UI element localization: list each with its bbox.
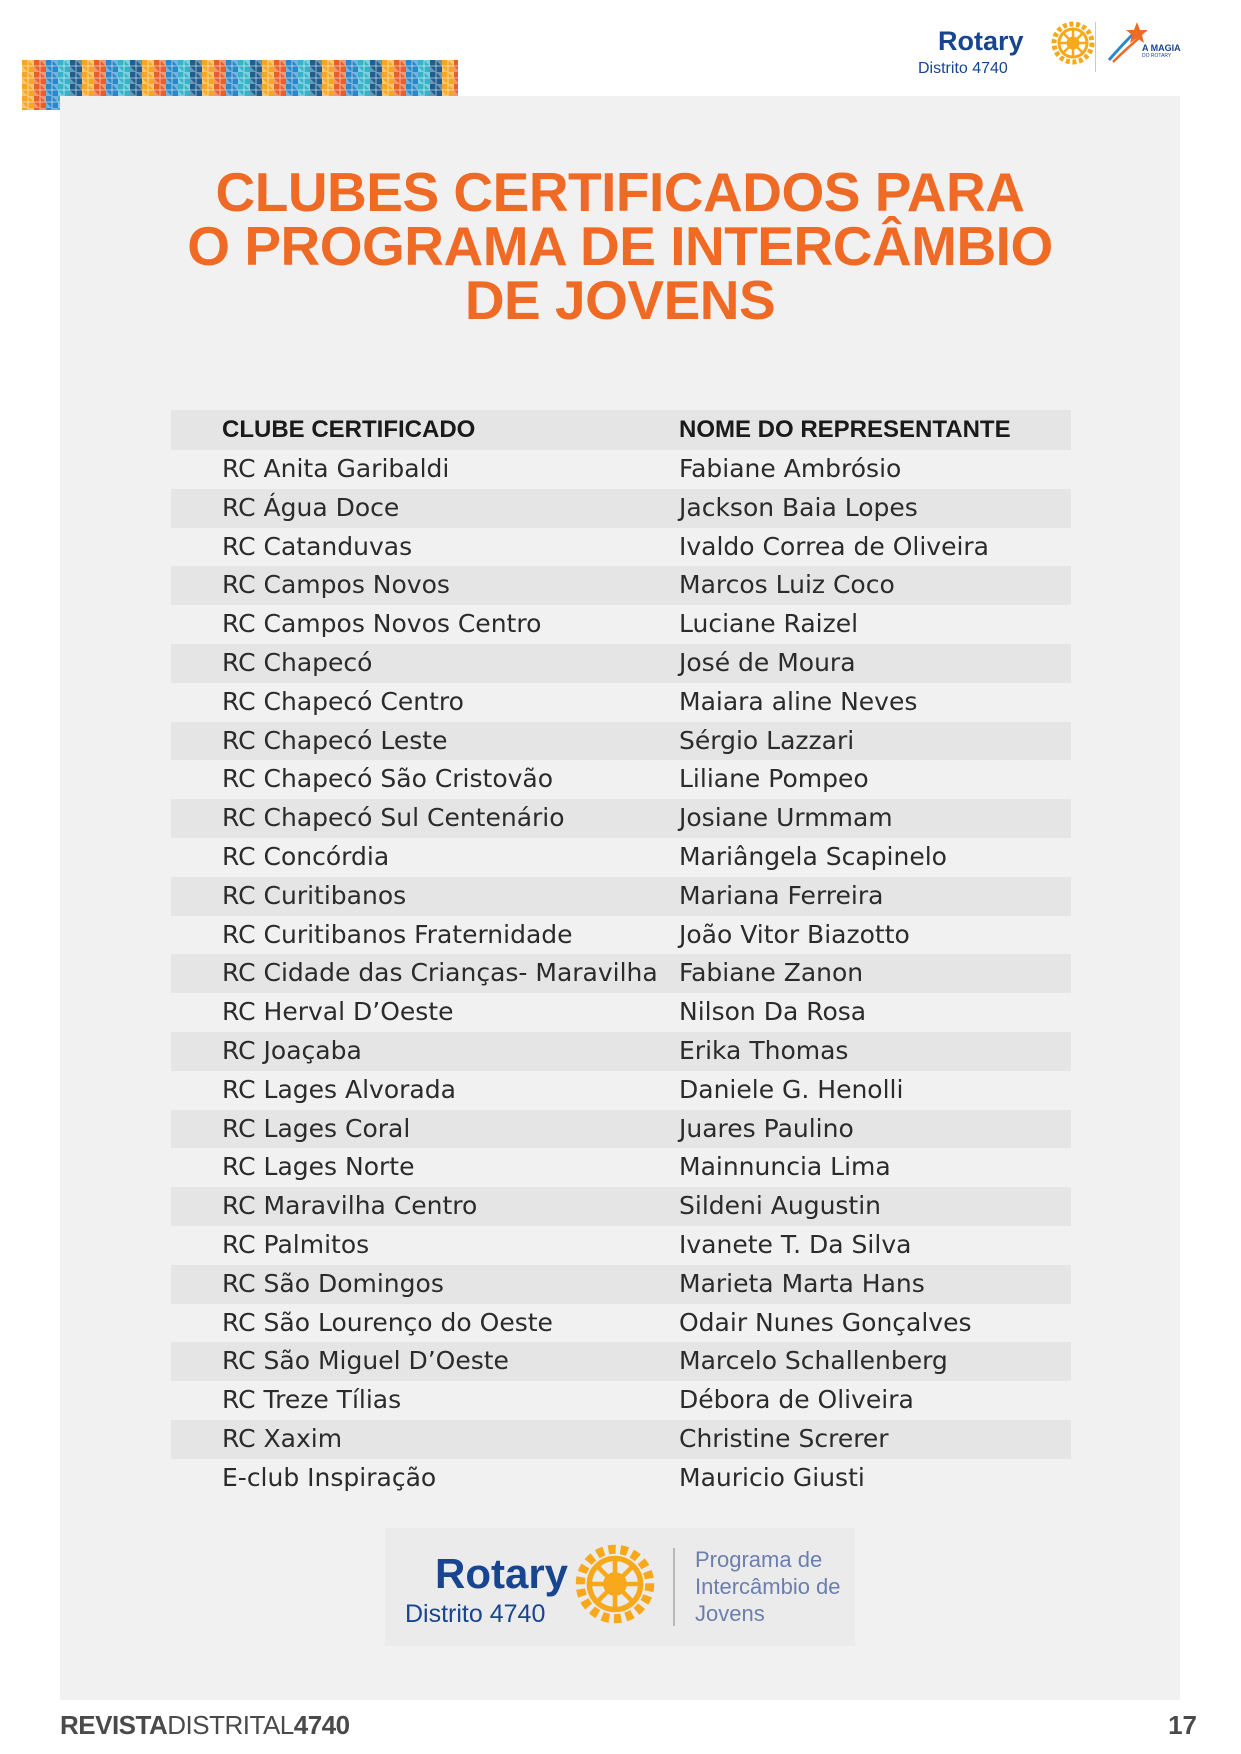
- table-row: [171, 838, 1071, 877]
- club-name: RC Lages Alvorada: [222, 1074, 456, 1104]
- representative-name: Marcelo Schallenberg: [679, 1346, 948, 1376]
- club-name: RC Chapecó Centro: [222, 686, 464, 716]
- page-number: 17: [1168, 1710, 1197, 1740]
- club-name: RC Anita Garibaldi: [222, 454, 450, 483]
- club-name: RC Campos Novos: [222, 570, 450, 600]
- table-row: [171, 799, 1071, 838]
- representative-name: Daniele G. Henolli: [679, 1074, 904, 1104]
- magia-subtext: DO ROTARY: [1142, 53, 1172, 59]
- representative-name: Sérgio Lazzari: [679, 725, 855, 755]
- star-swoosh-icon: [1107, 20, 1147, 66]
- representative-name: Débora de Oliveira: [679, 1385, 914, 1415]
- column-header-club: CLUBE CERTIFICADO: [222, 416, 476, 443]
- title-line-3: DE JOVENS: [464, 269, 776, 331]
- representative-name: Maiara aline Neves: [679, 686, 918, 716]
- program-name: [695, 1546, 841, 1627]
- club-name: RC Chapecó São Cristovão: [222, 764, 554, 794]
- rotary-wheel-icon: [1050, 20, 1096, 66]
- title-line-2: O PROGRAMA DE INTERCÂMBIO: [187, 215, 1053, 277]
- representative-name: Marcos Luiz Coco: [679, 570, 895, 600]
- club-name: RC Treze Tílias: [222, 1385, 402, 1415]
- table-row: [171, 1459, 1071, 1498]
- representative-name: Mauricio Giusti: [679, 1462, 865, 1492]
- representative-name: Fabiane Zanon: [679, 958, 864, 988]
- table-row: [171, 450, 1071, 489]
- footer-revista: REVISTA: [60, 1710, 168, 1740]
- club-name: RC São Domingos: [222, 1268, 444, 1298]
- club-name: RC Chapecó Leste: [222, 725, 448, 755]
- table-row: [171, 1304, 1071, 1343]
- table-row: [171, 1265, 1071, 1304]
- table-row: [171, 528, 1071, 567]
- representative-name: João Vitor Biazotto: [679, 919, 910, 949]
- table-row: [171, 1342, 1071, 1381]
- representative-name: Christine Screrer: [679, 1423, 889, 1453]
- table-row: [171, 1226, 1071, 1265]
- club-name: E-club Inspiração: [222, 1462, 437, 1492]
- table-header-row: [171, 410, 1071, 450]
- youth-exchange-program-logo: [385, 1528, 855, 1646]
- table-row: [171, 605, 1071, 644]
- logo-distrito-text: Distrito 4740: [918, 60, 1008, 77]
- table-row: [171, 644, 1071, 683]
- bottom-logo-separator: [673, 1548, 675, 1626]
- representative-name: Odair Nunes Gonçalves: [679, 1307, 972, 1337]
- page-title: [60, 161, 1180, 331]
- footer-number: 4740: [293, 1710, 350, 1740]
- representative-name: Fabiane Ambrósio: [679, 454, 902, 483]
- representative-name: Juares Paulino: [679, 1113, 854, 1143]
- representative-name: Ivaldo Correa de Oliveira: [679, 531, 989, 561]
- club-name: RC Curitibanos Fraternidade: [222, 919, 573, 949]
- club-name: RC Joaçaba: [222, 1035, 362, 1065]
- club-name: RC Catanduvas: [222, 531, 413, 561]
- club-name: RC Herval D’Oeste: [222, 997, 454, 1027]
- table-row: [171, 1420, 1071, 1459]
- table-row: [171, 566, 1071, 605]
- representative-name: Ivanete T. Da Silva: [679, 1229, 912, 1259]
- representative-name: Josiane Urmmam: [679, 803, 893, 833]
- club-name: RC Curitibanos: [222, 880, 407, 910]
- club-name: RC Chapecó Sul Centenário: [222, 803, 565, 833]
- table-row: [171, 1381, 1071, 1420]
- table-row: [171, 1110, 1071, 1149]
- table-row: [171, 1148, 1071, 1187]
- footer-magazine-name: [60, 1710, 350, 1741]
- representative-name: Nilson Da Rosa: [679, 997, 867, 1027]
- club-name: RC São Miguel D’Oeste: [222, 1346, 509, 1376]
- club-name: RC Concórdia: [222, 841, 390, 871]
- rotary-district-logo-header: [910, 20, 1190, 80]
- table-row: [171, 1032, 1071, 1071]
- club-name: RC Campos Novos Centro: [222, 609, 542, 639]
- logo-rotary-text: Rotary: [938, 26, 1024, 56]
- club-name: RC Chapecó: [222, 647, 373, 677]
- table-row: [171, 760, 1071, 799]
- club-name: RC Água Doce: [222, 492, 400, 522]
- table-row: [171, 1071, 1071, 1110]
- bottom-logo-rotary-text: Rotary: [435, 1550, 569, 1597]
- representative-name: Luciane Raizel: [679, 609, 859, 639]
- representative-name: Liliane Pompeo: [679, 764, 869, 794]
- table-row: [171, 722, 1071, 761]
- footer-distrital: DISTRITAL: [167, 1710, 294, 1740]
- certified-clubs-table: [171, 410, 1071, 1498]
- club-name: RC São Lourenço do Oeste: [222, 1307, 553, 1337]
- representative-name: José de Moura: [679, 647, 856, 677]
- program-line-1: Programa de: [695, 1547, 823, 1572]
- table-row: [171, 683, 1071, 722]
- representative-name: Jackson Baia Lopes: [679, 492, 918, 522]
- magia-text: A MAGIA: [1142, 43, 1181, 53]
- rotary-wheel-icon: [573, 1542, 657, 1626]
- representative-name: Sildeni Augustin: [679, 1191, 882, 1221]
- club-name: RC Maravilha Centro: [222, 1191, 478, 1221]
- table-row: [171, 1187, 1071, 1226]
- representative-name: Marieta Marta Hans: [679, 1268, 925, 1298]
- logo-separator: [1095, 22, 1096, 72]
- table-row: [171, 916, 1071, 955]
- column-header-representative: NOME DO REPRESENTANTE: [679, 416, 1011, 443]
- representative-name: Mariana Ferreira: [679, 880, 884, 910]
- club-name: RC Cidade das Crianças- Maravilha: [222, 958, 658, 988]
- representative-name: Mariângela Scapinelo: [679, 841, 947, 871]
- club-name: RC Xaxim: [222, 1423, 343, 1453]
- club-name: RC Palmitos: [222, 1229, 370, 1259]
- program-line-2: Intercâmbio de: [695, 1574, 841, 1599]
- table-row: [171, 877, 1071, 916]
- representative-name: Erika Thomas: [679, 1035, 849, 1065]
- program-line-3: Jovens: [695, 1601, 765, 1626]
- title-line-1: CLUBES CERTIFICADOS PARA: [215, 161, 1025, 223]
- table-row: [171, 489, 1071, 528]
- representative-name: Mainnuncia Lima: [679, 1152, 891, 1182]
- table-row: [171, 993, 1071, 1032]
- table-row: [171, 954, 1071, 993]
- bottom-logo-distrito-text: Distrito 4740: [405, 1600, 546, 1628]
- club-name: RC Lages Norte: [222, 1152, 415, 1182]
- club-name: RC Lages Coral: [222, 1113, 411, 1143]
